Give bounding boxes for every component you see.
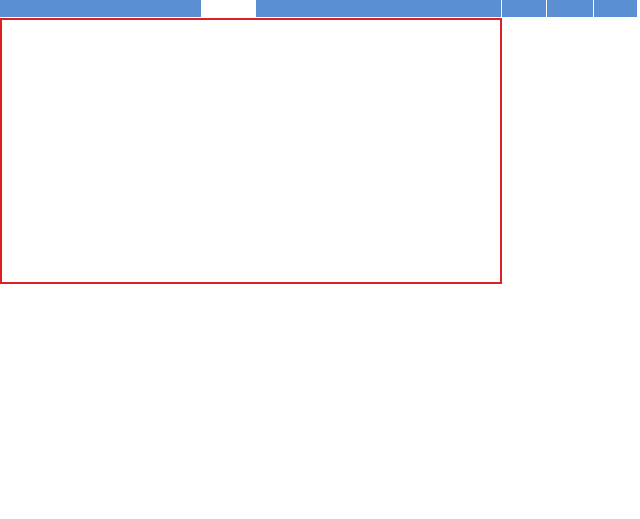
focus-highlight-border (0, 18, 502, 284)
header-month-feb[interactable] (502, 0, 547, 18)
header-persona[interactable] (0, 0, 202, 18)
header-month-mar[interactable] (547, 0, 594, 18)
header-row (0, 0, 640, 18)
header-ranking[interactable] (202, 0, 256, 18)
header-month-apr[interactable] (594, 0, 638, 18)
header-tracking[interactable] (256, 0, 502, 18)
